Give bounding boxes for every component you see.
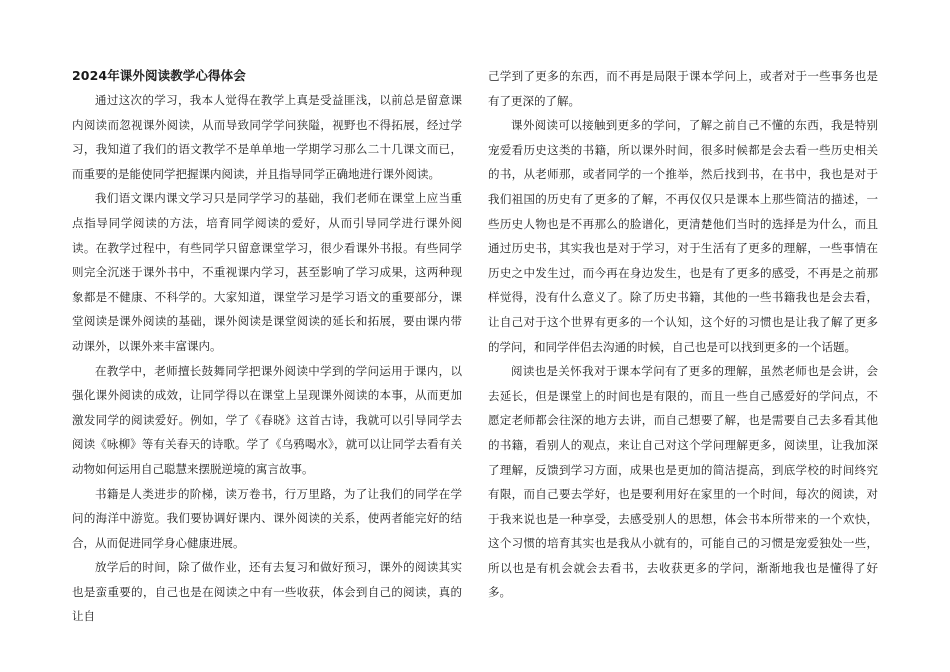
right-column bbox=[488, 64, 878, 605]
paragraph-6: 课外阅读可以接触到更多的学问，了解之前自己不懂的东西，我是特别宠爱看历史这类的书籍，所以课外时间，很多时候都是会去看一些历史相关的书，从老师那，或者同学的一个推举，然后找到书，在书中，我也是对于我们祖国的历史有了更多的了解，不再仅仅只是课本上那些简洁的描述，一些历史人物也是不再那么的脸谱化，更清楚他们当时的选择是为什么，而且通过历史书，其实我也是对于学习，对于生活有了更多的理解，一些事情在历史之中发生过，而今再在身边发生，也是有了更多的感受，不再是之前那样觉得，没有什么意义了。除了历史书籍，其他的一些书籍我也是会去看，让自己对于这个世界有更多的一个认知，这个好的习惯也是让我了解了更多的学问，和同学伴侣去沟通的时候，自己也是可以找到更多的一个话题。 bbox=[488, 118, 878, 354]
paragraph-2: 我们语文课内课文学习只是同学学习的基础，我们老师在课堂上应当重点指导同学阅读的方法，培育同学阅读的爱好，从而引导同学进行课外阅读。在教学过程中，有些同学只留意课堂学习，很少看课外书报。有些同学则完全沉迷于课外书中，不重视课内学习，甚至影响了学习成果，这两种现象都是不健康、不科学的。大家知道，课堂学习是学习语文的重要部分，课堂阅读是课外阅读的基础，课外阅读是课堂阅读的延长和拓展，要由课内带动课外，以课外来丰富课内。 bbox=[72, 191, 462, 353]
paragraph-4: 书籍是人类进步的阶梯，读万卷书，行万里路，为了让我们的同学在学问的海洋中游览。我们要协调好课内、课外阅读的关系，使两者能完好的结合，从而促进同学身心健康进展。 bbox=[72, 486, 462, 550]
paragraph-3: 在教学中，老师擅长鼓舞同学把课外阅读中学到的学问运用于课内，以强化课外阅读的成效，让同学得以在课堂上呈现课外阅读的本事，从而更加激发同学的阅读爱好。例如，学了《春晓》这首古诗，我就可以引导同学去阅读《咏柳》等有关春天的诗歌。学了《乌鸦喝水》，就可以让同学去看有关动物如何运用自己聪慧来摆脱逆境的寓言故事。 bbox=[72, 363, 462, 476]
paragraph-5-continuation: 己学到了更多的东西，而不再是局限于课本学问上，或者对于一些事务也是有了更深的了解。 bbox=[488, 69, 878, 108]
paragraph-1: 通过这次的学习，我本人觉得在教学上真是受益匪浅，以前总是留意课内阅读而忽视课外阅读，从而导致同学学问狭隘，视野也不得拓展，经过学习，我知道了我们的语文教学不是单单地一学期学习那么二十几课文而已，而重要的是能使同学把握课内阅读，并且指导同学正确地进行课外阅读。 bbox=[72, 93, 462, 181]
paragraph-5-start: 放学后的时间，除了做作业，还有去复习和做好预习，课外的阅读其实也是蛮重要的，自己也是在阅读之中有一些收获，体会到自己的阅读，真的让自 bbox=[72, 560, 462, 624]
paragraph-7: 阅读也是关怀我对于课本学问有了更多的理解，虽然老师也是会讲，会去延长，但是课堂上的时间也是有限的，而且一些自己感爱好的学问点，不愿定老师都会往深的地方去讲，而自己想要了解，也是需要自己去多看其他的书籍，看别人的观点，来让自己对这个学问理解更多，阅读里，让我加深了理解，反馈到学习方面，成果也是更加的简洁提高，到底学校的时间终究有限，而自己要去学好，也是要利用好在家里的一个时间，每次的阅读，对于我来说也是一种享受，去感受别人的思想，体会书本所带来的一个欢快，这个习惯的培育其实也是我从小就有的，可能自己的习惯是宠爱独处一些，所以也是有机会就会去看书，去收获更多的学问，渐渐地我也是懂得了好多。 bbox=[488, 364, 878, 600]
left-column bbox=[72, 64, 462, 629]
document-title: 2024年课外阅读教学心得体会 bbox=[72, 68, 246, 83]
